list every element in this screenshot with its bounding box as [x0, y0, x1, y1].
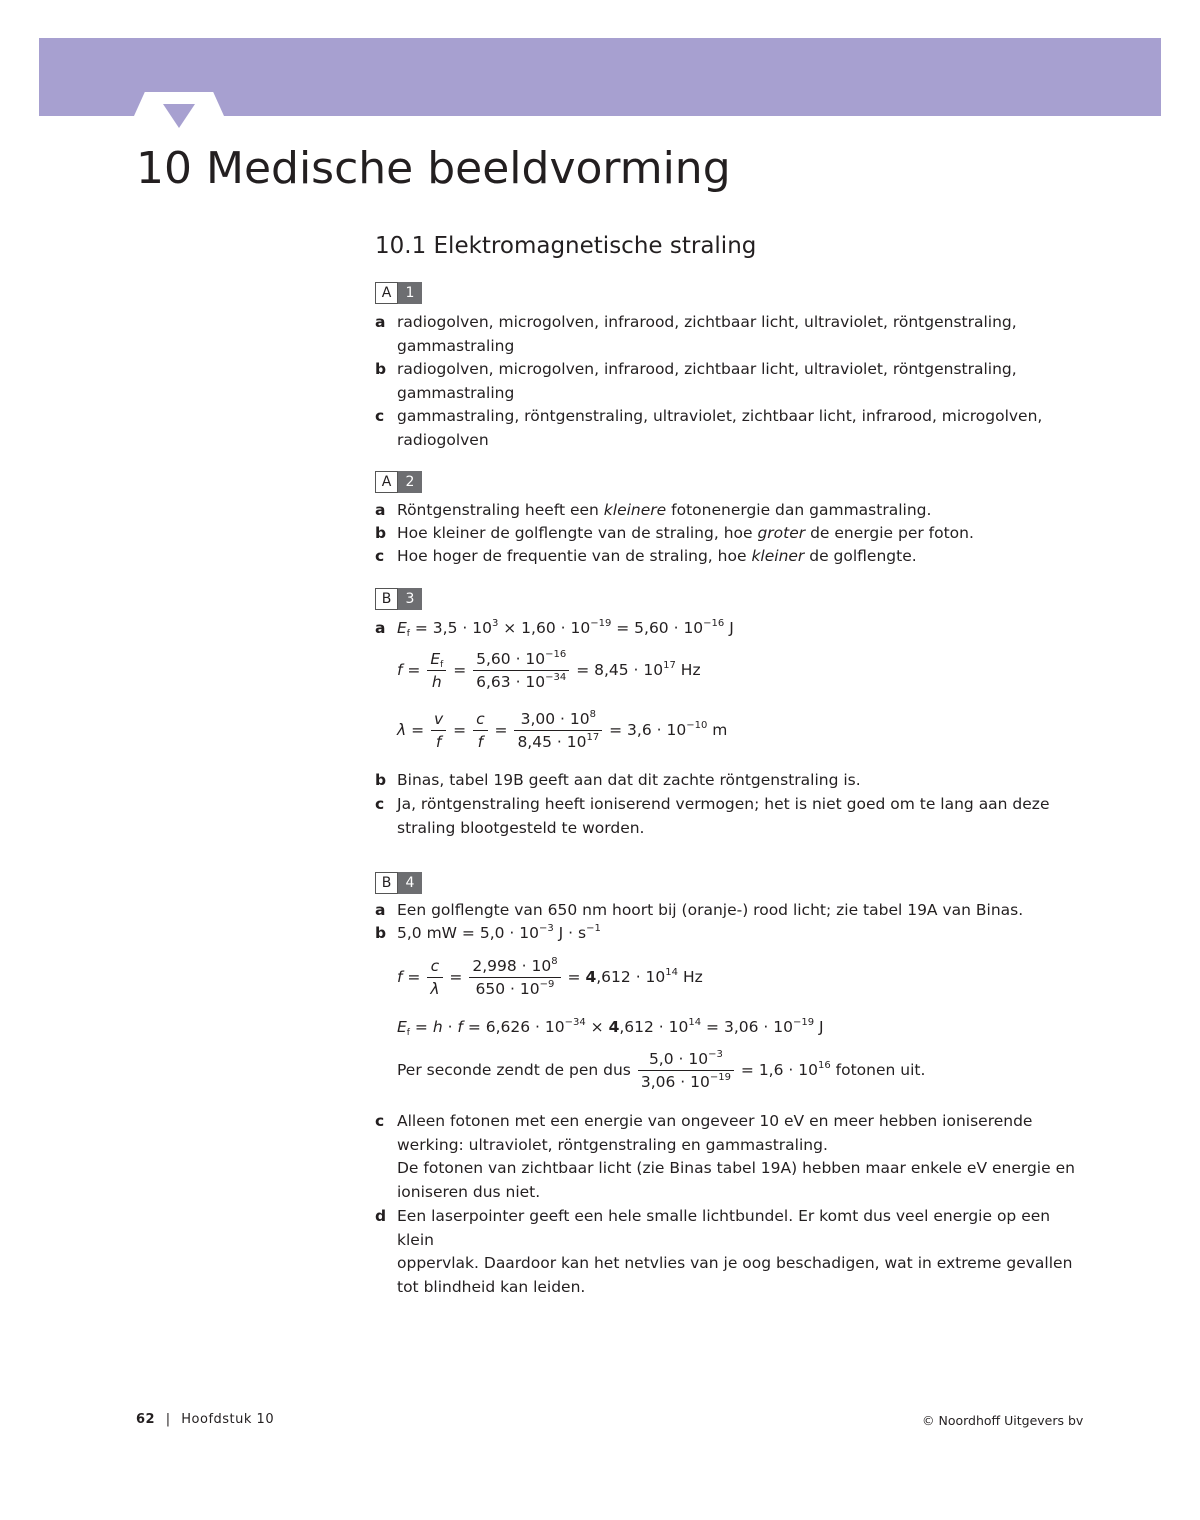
question-number: 4: [398, 872, 422, 894]
answer-3c: [375, 793, 1075, 840]
answer-emphasis: kleiner: [751, 547, 805, 565]
footer-chapter: Hoofdstuk 10: [181, 1412, 275, 1427]
formula-frequency-laser: f = $\frac{c}{\lambda}$ = $\frac{2,998 \cdot 10^8}{650 \cdot 10^{-9}}$ = $4,612 \cdot 10^{14}$ Hz: [397, 956, 703, 998]
answer-line: straling blootgesteld te worden.: [397, 818, 645, 837]
page-number: 62: [136, 1412, 156, 1427]
question-number: 2: [398, 471, 422, 493]
chapter-title: 10 Medische beeldvorming: [136, 143, 731, 194]
answer-label: c: [375, 547, 385, 565]
question-number: 1: [398, 282, 422, 304]
answer-text: Hoe hoger de frequentie van de straling, hoe: [397, 547, 752, 565]
level-label: A: [375, 282, 398, 304]
answer-label: c: [375, 1112, 385, 1130]
formula-photon-count: Per seconde zendt de pen dus $\frac{5,0 \cdot 10^{-3}}{3,06 \cdot 10^{-19}}$ = $1,6 \cdot 10^{16}$ fotonen uit.: [397, 1049, 926, 1091]
answer-text: fotonen uit.: [830, 1061, 926, 1079]
question-number: 3: [398, 588, 422, 610]
question-badge-1: [375, 282, 422, 304]
question-badge-2: [375, 471, 422, 493]
answer-text: = 1,6 · 10: [740, 1061, 818, 1079]
answer-1c: [375, 405, 1075, 452]
answer-3a: [375, 617, 1075, 641]
level-label: B: [375, 588, 398, 610]
level-label: A: [375, 471, 398, 493]
formula-wavelength: λ = $\frac{v}{f}$ = $\frac{c}{f}$ = $\frac{3,00 \cdot 10^8}{8,45 \cdot 10^{17}}$ = $3,6 \cdot 10^{-10}$ m: [397, 709, 728, 751]
level-label: B: [375, 872, 398, 894]
answer-label: b: [375, 771, 387, 789]
answer-text: Binas, tabel 19B geeft aan dat dit zachte röntgenstraling is.: [397, 771, 861, 789]
answer-2a: [375, 499, 1075, 523]
answer-2b: [375, 522, 1075, 546]
answer-line: werking: ultraviolet, röntgenstraling en gammastraling.: [397, 1135, 828, 1154]
answer-line: gammastraling: [397, 336, 515, 355]
answer-label: b: [375, 360, 387, 378]
answer-1a: [375, 311, 1075, 358]
formula-frequency: f = $\frac{E_f}{h}$ = $\frac{5,60 \cdot 10^{-16}}{6,63 \cdot 10^{-34}}$ = $8,45 \cdot 10^{17}$ Hz: [397, 649, 701, 691]
triangle-down-icon: [163, 104, 195, 128]
answer-line: Een laserpointer geeft een hele smalle lichtbundel. Er komt dus veel energie op een klein: [397, 1207, 1051, 1249]
answer-label: a: [375, 313, 386, 331]
answer-label: b: [375, 924, 387, 942]
answer-line: Ja, röntgenstraling heeft ioniserend vermogen; het is niet goed om te lang aan deze: [397, 795, 1050, 813]
answer-emphasis: kleinere: [603, 501, 667, 519]
answer-4a: [375, 899, 1075, 923]
formula-power: 5,0 mW = $5,0 \cdot 10^{-3}$ $J \cdot s^{-1}$: [397, 923, 601, 942]
footer-page-info: [136, 1412, 274, 1427]
footer-separator: |: [165, 1412, 171, 1427]
answer-text: Röntgenstraling heeft een: [397, 501, 604, 519]
question-badge-4: [375, 872, 422, 894]
answer-label: b: [375, 524, 387, 542]
answer-1b: [375, 358, 1075, 405]
answer-label: a: [375, 501, 386, 519]
answer-text: Een golflengte van 650 nm hoort bij (oranje-) rood licht; zie tabel 19A van Binas.: [397, 901, 1024, 919]
answer-line: Alleen fotonen met een energie van ongeveer 10 eV en meer hebben ioniserende: [397, 1112, 1033, 1130]
answer-line: radiogolven, microgolven, infrarood, zichtbaar licht, ultraviolet, röntgenstraling,: [397, 313, 1017, 331]
answer-text: de golflengte.: [804, 547, 917, 565]
answer-text: Hoe kleiner de golflengte van de straling, hoe: [397, 524, 758, 542]
answer-line: oppervlak. Daardoor kan het netvlies van je oog beschadigen, wat in extreme gevallen: [397, 1254, 1073, 1272]
answer-label: d: [375, 1207, 387, 1225]
answer-4b: [375, 922, 1075, 946]
answer-label: a: [375, 619, 386, 637]
answer-text: Per seconde zendt de pen dus: [397, 1061, 631, 1079]
question-badge-3: [375, 588, 422, 610]
answer-line: De fotonen van zichtbaar licht (zie Binas tabel 19A) hebben maar enkele eV energie en: [397, 1159, 1075, 1177]
formula-photon-energy-laser: $E_f = h \cdot f = 6,626 \cdot 10^{-34} \times 4,612 \cdot 10^{14} = 3,06 \cdot 10^{-19}$ J: [397, 1017, 824, 1038]
answer-4c: [375, 1110, 1075, 1204]
answer-3b: [375, 769, 1075, 793]
answer-line: gammastraling, röntgenstraling, ultraviolet, zichtbaar licht, infrarood, microgolven,: [397, 407, 1043, 425]
answer-2c: [375, 545, 1075, 569]
formula-photon-energy: $E_f = 3,5 \cdot 10^3 \times 1,60 \cdot 10^{-19} = 5,60 \cdot 10^{-16}$ J: [397, 618, 734, 639]
answer-line: radiogolven: [397, 430, 489, 449]
answer-line: ioniseren dus niet.: [397, 1182, 541, 1201]
answer-text: fotonenergie dan gammastraling.: [666, 501, 932, 519]
answer-label: a: [375, 901, 386, 919]
exponent: 16: [817, 1060, 831, 1071]
answer-line: radiogolven, microgolven, infrarood, zichtbaar licht, ultraviolet, röntgenstraling,: [397, 360, 1017, 378]
answer-label: c: [375, 795, 385, 813]
answer-4d: [375, 1205, 1075, 1299]
section-title: 10.1 Elektromagnetische straling: [375, 233, 757, 259]
answer-line: gammastraling: [397, 383, 515, 402]
footer-publisher: © Noordhoff Uitgevers bv: [922, 1413, 1084, 1428]
answer-text: de energie per foton.: [805, 524, 974, 542]
answer-emphasis: groter: [757, 524, 806, 542]
answer-label: c: [375, 407, 385, 425]
answer-line: tot blindheid kan leiden.: [397, 1277, 586, 1296]
